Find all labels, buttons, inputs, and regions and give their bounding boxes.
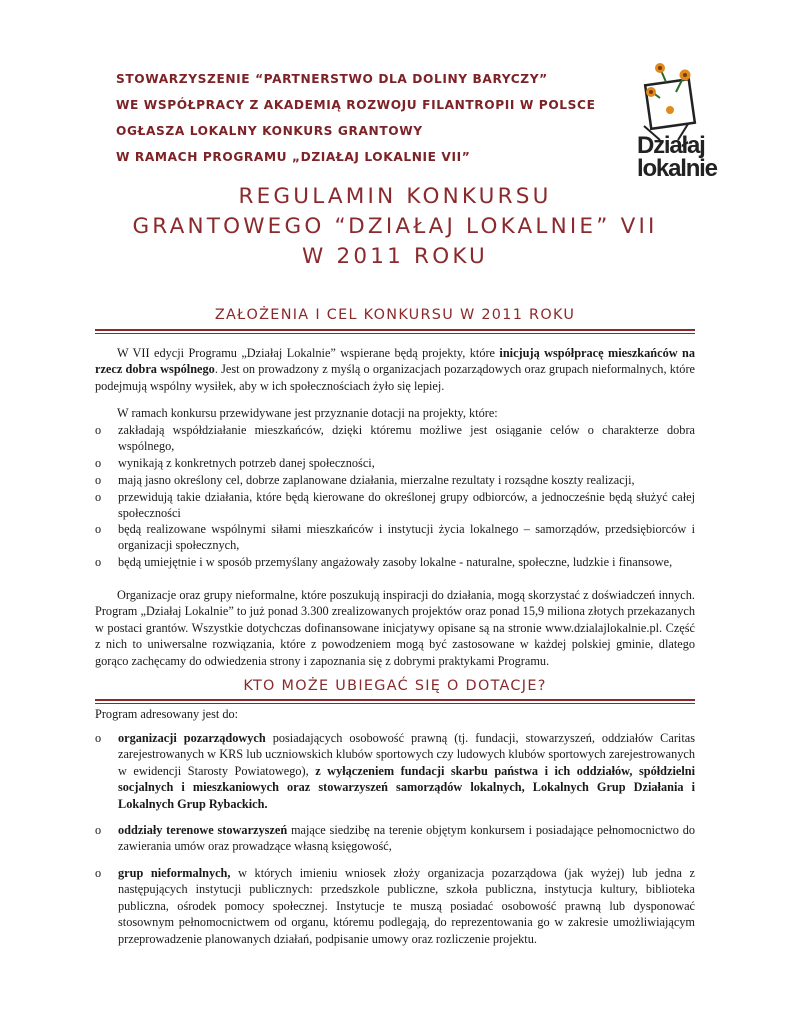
bullet-marker: o <box>95 731 102 745</box>
page-title-line2: GRANTOWEGO “DZIAŁAJ LOKALNIE” VII <box>132 214 658 239</box>
section-heading-goals: ZAŁOŻENIA I CEL KONKURSU W 2011 ROKU <box>214 307 576 323</box>
section-divider <box>95 699 695 701</box>
list-intro: W ramach konkursu przewidywane jest przyznanie dotacji na projekty, które: <box>117 406 498 420</box>
section-heading-eligibility: KTO MOŻE UBIEGAĆ SIĘ O DOTACJE? <box>243 678 547 694</box>
closing-paragraph: Organizacje oraz grupy nieformalne, które poszukują inspiracji do działania, mogą skorzystać z doświadczeń innych. Program „Działaj Lokalnie” to już ponad 3.300 zrealizowanych projektów oraz ponad 15,9 miliona złotych przekazanych w postaci grantów. Wszystkie dotychczas dofinansowane inicjatywy opisane są na stronie www.dzialajlokalnie.pl. Część z nich to uniwersalne rozwiązania, które z powodzeniem mogą być zastosowane w każdej polskiej gminie, dlatego gorąco zachęcamy do odwiedzenia strony i zapoznania się z dobrymi praktykami Programu. <box>95 588 695 668</box>
list-item: zakładają współdziałanie mieszkańców, dzięki któremu możliwe jest osiąganie celów o charakterze dobra wspólnego, <box>118 423 695 454</box>
list-item: oddziały terenowe stowarzyszeń mające siedzibę na terenie objętym konkursem i posiadające pełnomocnictwo do zawierania umów oraz prowadzące własną księgowość, <box>118 823 695 854</box>
intro-paragraph: W VII edycji Programu „Działaj Lokalnie” wspierane będą projekty, które inicjują współpracę mieszkańców na rzecz dobra wspólnego. Jest on prowadzony z myślą o organizacjach pozarządowych oraz grupach nieformalnych, które podejmują wspólny wysiłek, aby w ich społecznościach żyło się lepiej. <box>95 346 695 393</box>
list-item: będą umiejętnie i w sposób przemyślany angażowały zasoby lokalne - naturalne, społeczne, ludzkie i finansowe, <box>118 555 673 569</box>
list-item: organizacji pozarządowych posiadających osobowość prawną (tj. fundacji, stowarzyszeń, oddziałów Caritas zarejestrowanych w KRS lub uczniowskich klubów sportowych czy ludowych klubów sportowych zarejestrowanych w ewidencji Starosty Powiatowego), z wyłączeniem fundacji skarbu państwa i ich oddziałów, spółdzielni socjalnych i mieszkaniowych oraz stowarzyszeń samorządów lokalnych, Lokalnych Grup Działania i Lokalnych Grup Rybackich. <box>118 731 695 811</box>
section-divider-thin <box>95 703 695 704</box>
header-organization: STOWARZYSZENIE “PARTNERSTWO DLA DOLINY BARYCZY” <box>116 72 548 86</box>
eligibility-intro: Program adresowany jest do: <box>95 707 239 721</box>
bullet-marker: o <box>95 823 102 837</box>
bullet-marker: o <box>95 490 102 504</box>
bullet-marker: o <box>95 473 102 487</box>
section-divider <box>95 329 695 331</box>
logo-text-dzialaj: Działaj <box>637 132 705 159</box>
list-item: przewidują takie działania, które będą kierowane do określonej grupy odbiorców, a jednocześnie będą służyć całej społeczności <box>118 490 695 521</box>
bullet-marker: o <box>95 423 102 437</box>
bullet-marker: o <box>95 456 102 470</box>
page-title-line1: REGULAMIN KONKURSU <box>238 184 552 209</box>
list-item: wynikają z konkretnych potrzeb danej społeczności, <box>118 456 375 470</box>
list-item: będą realizowane wspólnymi siłami mieszkańców i instytucji życia lokalnego – samorządów, przedsiębiorców i organizacji społecznych, <box>118 522 695 553</box>
bullet-marker: o <box>95 555 102 569</box>
header-announcement: OGŁASZA LOKALNY KONKURS GRANTOWY <box>116 124 423 138</box>
logo-text-lokalnie: lokalnie <box>637 155 717 182</box>
header-cooperation: WE WSPÓŁPRACY Z AKADEMIĄ ROZWOJU FILANTROPII W POLSCE <box>116 98 596 112</box>
header-program: W RAMACH PROGRAMU „DZIAŁAJ LOKALNIE VII” <box>116 150 471 164</box>
section-divider-thin <box>95 333 695 334</box>
bullet-marker: o <box>95 522 102 536</box>
list-item: grup nieformalnych, w których imieniu wniosek złoży organizacja pozarządowa (jak wyżej) lub jedna z następujących instytucji publicznych: przedszkole publiczne, szkoła publiczna, instytucja kultury, biblioteka publiczna, ośrodek pomocy społecznej. Instytucje te muszą posiadać osobowość prawną lub dysponować stosownym pełnomocnictwem od organu, któremu podlegają, do reprezentowania go w zakresie umożliwiającym przeprowadzenie planowanych działań, podpisanie umowy oraz rozliczenie projektu. <box>118 866 695 946</box>
list-item: mają jasno określony cel, dobrze zaplanowane działania, mierzalne rezultaty i rozsądne koszty realizacji, <box>118 473 635 487</box>
page-title-line3: W 2011 ROKU <box>302 244 488 269</box>
bullet-marker: o <box>95 866 102 880</box>
